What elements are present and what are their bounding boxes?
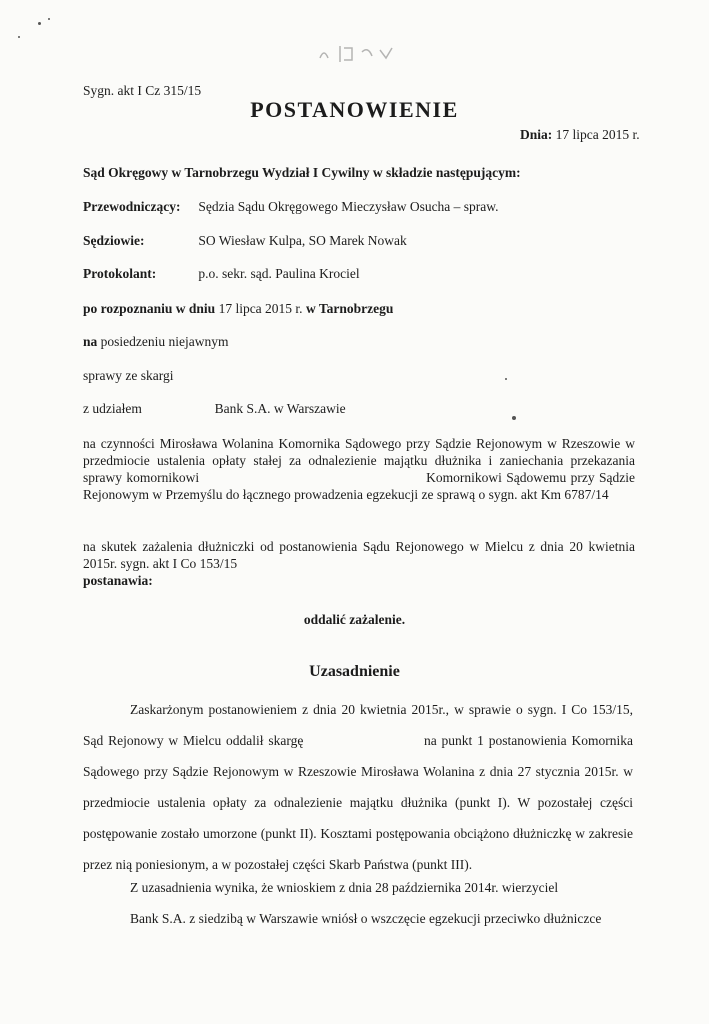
scan-speck bbox=[505, 378, 507, 380]
clerk-label: Protokolant: bbox=[83, 266, 157, 281]
hearing-part3: w Tarnobrzegu bbox=[305, 301, 394, 316]
session-line bbox=[83, 334, 228, 350]
scan-speck bbox=[512, 416, 516, 420]
scan-speck bbox=[38, 22, 41, 25]
clerk-value: p.o. sekr. sąd. Paulina Krociel bbox=[198, 266, 360, 281]
justification-paragraph-1: Zaskarżonym postanowieniem z dnia 20 kwietnia 2015r., w sprawie o sygn. I Co 153/15, Sąd Rejonowy w Mielcu oddalił skargę na punkt 1 postanowienia Komornika Sądowego przy Sądzie Rejonowym w Rzeszowie Mirosława Wolanina z dnia 27 stycznia 2015r. w przedmiocie ustalenia opłaty za odnalezienie majątku dłużnika (punkt I). W pozostałej części postępowanie zostało umorzone (punkt II). Kosztami postępowania obciążono dłużniczkę w zakresie przez nią poniesionym, a w pozostałej części Skarb Państwa (punkt III). bbox=[83, 702, 637, 872]
judges-value: SO Wiesław Kulpa, SO Marek Nowak bbox=[198, 233, 407, 248]
justification-paragraph-2-line-1: Z uzasadnienia wynika, że wnioskiem z dnia 28 października 2014r. wierzyciel bbox=[130, 880, 559, 895]
date-value: 17 lipca 2015 r. bbox=[555, 127, 640, 142]
hearing-line bbox=[83, 301, 393, 317]
verdict: oddalić zażalenie. bbox=[303, 612, 406, 627]
case-number: Sygn. akt I Cz 315/15 bbox=[83, 83, 202, 98]
judges-row bbox=[83, 233, 407, 249]
complaint-line: sprawy ze skargi bbox=[83, 368, 174, 383]
session-bold: na bbox=[83, 334, 98, 349]
participation-value: Bank S.A. w Warszawie bbox=[214, 401, 346, 416]
faded-stamp-mark bbox=[300, 40, 410, 68]
appeal-paragraph: na skutek zażalenia dłużniczki od postanowienia Sądu Rejonowego w Mielcu z dnia 20 kwietnia 2015r. sygn. akt I Co 153/15 bbox=[83, 539, 635, 571]
decides-label: postanawia: bbox=[83, 573, 153, 588]
scan-speck bbox=[48, 18, 50, 20]
chair-value: Sędzia Sądu Okręgowego Mieczysław Osucha – spraw. bbox=[198, 199, 499, 214]
justification-heading: Uzasadnienie bbox=[309, 663, 400, 680]
participation-line bbox=[83, 401, 346, 417]
document-title: POSTANOWIENIE bbox=[250, 97, 459, 122]
court-composition: Sąd Okręgowy w Tarnobrzegu Wydział I Cywilny w składzie następującym: bbox=[83, 165, 521, 180]
justification-paragraph-2-line-2: Bank S.A. z siedzibą w Warszawie wniósł o wszczęcie egzekucji przeciwko dłużniczce bbox=[130, 911, 602, 926]
chair-label: Przewodniczący: bbox=[83, 199, 181, 214]
clerk-row bbox=[83, 266, 360, 282]
participation-label: z udziałem bbox=[83, 401, 142, 416]
document-date bbox=[520, 127, 640, 143]
session-rest: posiedzeniu niejawnym bbox=[100, 334, 229, 349]
judges-label: Sędziowie: bbox=[83, 233, 145, 248]
hearing-part2: 17 lipca 2015 r. bbox=[218, 301, 303, 316]
date-label: Dnia: bbox=[520, 127, 553, 142]
scan-speck bbox=[18, 36, 20, 38]
chair-row bbox=[83, 199, 499, 215]
subject-paragraph: na czynności Mirosława Wolanina Komornika Sądowego przy Sądzie Rejonowym w Rzeszowie w przedmiocie ustalenia opłaty stałej za odnalezienie majątku dłużnika i zaniechania przekazania sprawy komornikowi Komornikowi Sądowemu przy Sądzie Rejonowym w Przemyślu do łącznego prowadzenia egzekucji ze sprawą o sygn. akt Km 6787/14 bbox=[83, 436, 639, 502]
hearing-part1: po rozpoznaniu w dniu bbox=[83, 301, 216, 316]
